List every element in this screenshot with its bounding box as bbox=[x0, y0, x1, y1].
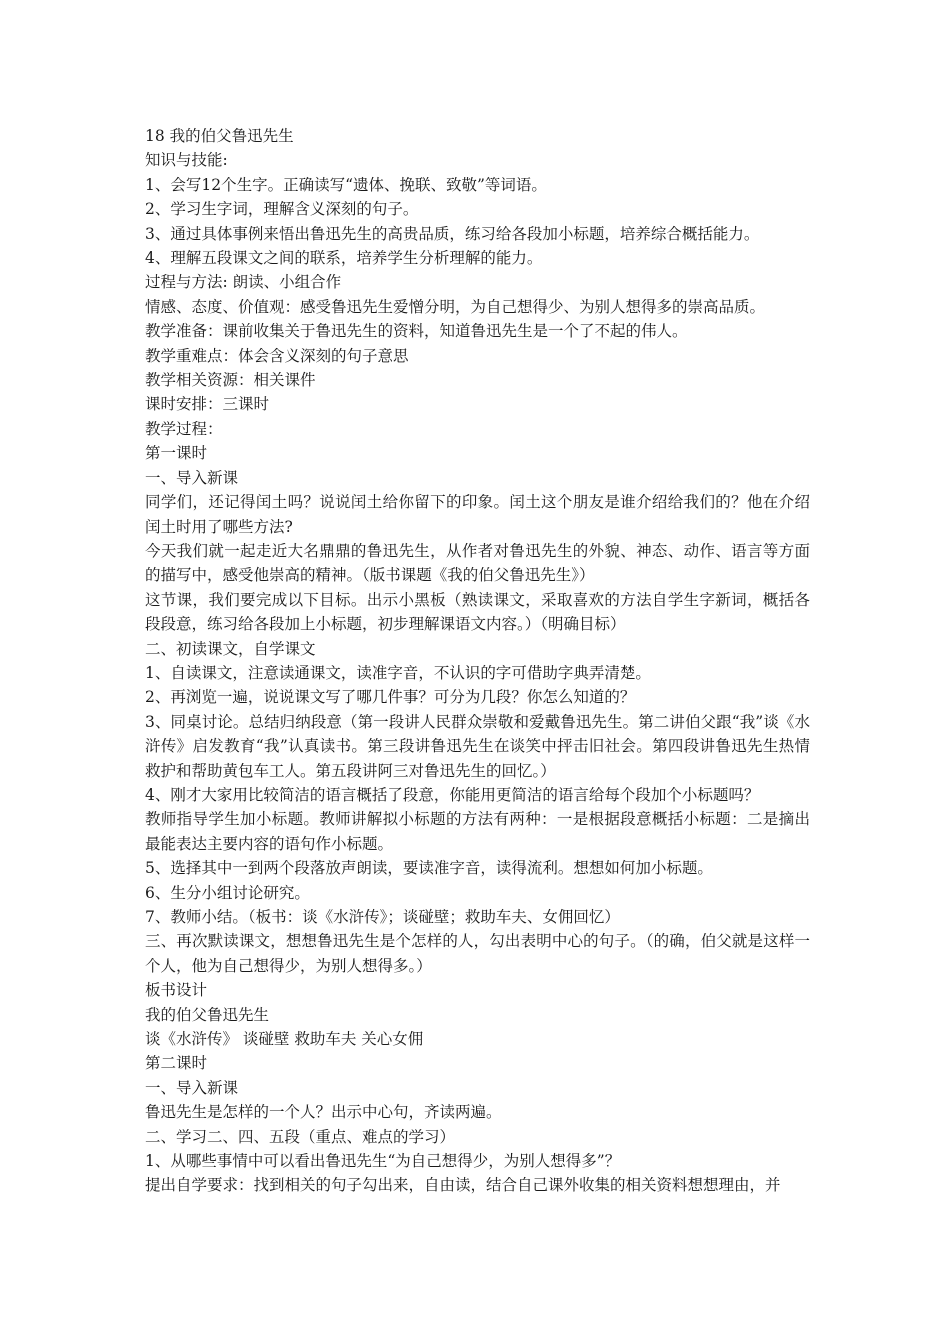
section-2-heading: 二、初读课文，自学课文 bbox=[145, 639, 316, 658]
board-line-1: 我的伯父鲁迅先生 bbox=[145, 1005, 270, 1024]
intro-heading: 一、导入新课 bbox=[145, 468, 239, 487]
goal-paragraph: 这节课，我们要完成以下目标。出示小黑板（熟读课文，采取喜欢的方法自学生字新词，概括各段段意，练习给各段加上小标题，初步理解课语文内容。）（明确目标） bbox=[145, 590, 810, 634]
step-3: 3、同桌讨论。总结归纳段意（第一段讲人民群众崇敬和爱戴鲁迅先生。第二讲伯父跟“我”谈《水浒传》启发教育“我”认真读书。第三段讲鲁迅先生在谈笑中抨击旧社会。第四段讲鲁迅先生热情救护和帮助黄包车工人。第五段讲阿三对鲁迅先生的回忆。） bbox=[145, 712, 810, 780]
key-difficulty: 教学重难点：体会含义深刻的句子意思 bbox=[145, 346, 409, 365]
teaching-process-heading: 教学过程： bbox=[145, 419, 223, 438]
lesson-2-question-1: 1、从哪些事情中可以看出鲁迅先生“为自己想得少，为别人想得多”？ bbox=[145, 1152, 621, 1171]
teacher-guidance: 教师指导学生加小标题。教师讲解拟小标题的方法有两种：一是根据段意概括小标题：二是摘出最能表达主要内容的语句作小标题。 bbox=[145, 810, 810, 853]
lesson-2-intro-heading: 一、导入新课 bbox=[145, 1078, 239, 1097]
step-2: 2、再浏览一遍，说说课文写了哪几件事？可分为几段？你怎么知道的？ bbox=[145, 688, 636, 707]
lesson-2-heading: 第二课时 bbox=[145, 1054, 208, 1073]
document-page bbox=[145, 124, 810, 1198]
lesson-title: 18 我的伯父鲁迅先生 bbox=[145, 127, 294, 145]
lesson-2-section-2: 二、学习二、四、五段（重点、难点的学习） bbox=[145, 1127, 456, 1146]
lesson-2-intro-text: 鲁迅先生是怎样的一个人？出示中心句，齐读两遍。 bbox=[145, 1103, 502, 1122]
intro-paragraph-1: 同学们，还记得闰土吗？说说闰土给你留下的印象。闰土这个朋友是谁介绍给我们的？他在介绍闰土时用了哪些方法? bbox=[145, 493, 810, 536]
intro-paragraph-2: 今天我们就一起走近大名鼎鼎的鲁迅先生，从作者对鲁迅先生的外貌、神态、动作、语言等方面的描写中，感受他崇高的精神。（版书课题《我的伯父鲁迅先生》） bbox=[145, 541, 810, 585]
teaching-resources: 教学相关资源：相关课件 bbox=[145, 371, 316, 390]
knowledge-skills-heading: 知识与技能: bbox=[145, 151, 228, 170]
emotion-values: 情感、态度、价值观：感受鲁迅先生爱憎分明，为自己想得少、为别人想得多的崇高品质。 bbox=[145, 297, 766, 316]
step-4: 4、刚才大家用比较简洁的语言概括了段意，你能用更简洁的语言给每个段加个小标题吗？ bbox=[145, 785, 760, 804]
objective-1: 1、会写12个生字。正确读写“遗体、挽联、致敬”等词语。 bbox=[145, 175, 547, 194]
board-line-2: 谈《水浒传》 谈碰壁 救助车夫 关心女佣 bbox=[145, 1030, 424, 1049]
lesson-1-heading: 第一课时 bbox=[145, 444, 208, 463]
step-7: 7、教师小结。（板书：谈《水浒传》；谈碰壁；救助车夫、女佣回忆） bbox=[145, 908, 620, 926]
objective-4: 4、理解五段课文之间的联系，培养学生分析理解的能力。 bbox=[145, 249, 543, 268]
objective-2: 2、学习生字词，理解含义深刻的句子。 bbox=[145, 200, 419, 219]
step-6: 6、生分小组讨论研究。 bbox=[145, 883, 310, 902]
class-schedule: 课时安排：三课时 bbox=[145, 395, 270, 414]
board-design-heading: 板书设计 bbox=[145, 981, 208, 1000]
objective-3: 3、通过具体事例来悟出鲁迅先生的高贵品质，练习给各段加小标题，培养综合概括能力。 bbox=[145, 224, 760, 243]
process-method: 过程与方法: 朗读、小组合作 bbox=[145, 273, 342, 292]
step-5: 5、选择其中一到两个段落放声朗读，要读准字音，读得流利。想想如何加小标题。 bbox=[145, 859, 713, 878]
section-3: 三、再次默读课文，想想鲁迅先生是个怎样的人，勾出表明中心的句子。（的确，伯父就是这样一个人，他为自己想得少，为别人想得多。） bbox=[145, 932, 810, 975]
step-1: 1、自读课文，注意读通课文，读准字音，不认识的字可借助字典弄清楚。 bbox=[145, 663, 651, 682]
teaching-preparation: 教学准备：课前收集关于鲁迅先生的资料，知道鲁迅先生是一个了不起的伟人。 bbox=[145, 322, 688, 341]
lesson-2-requirement: 提出自学要求：找到相关的句子勾出来，自由读，结合自己课外收集的相关资料想想理由，并 bbox=[145, 1176, 781, 1195]
